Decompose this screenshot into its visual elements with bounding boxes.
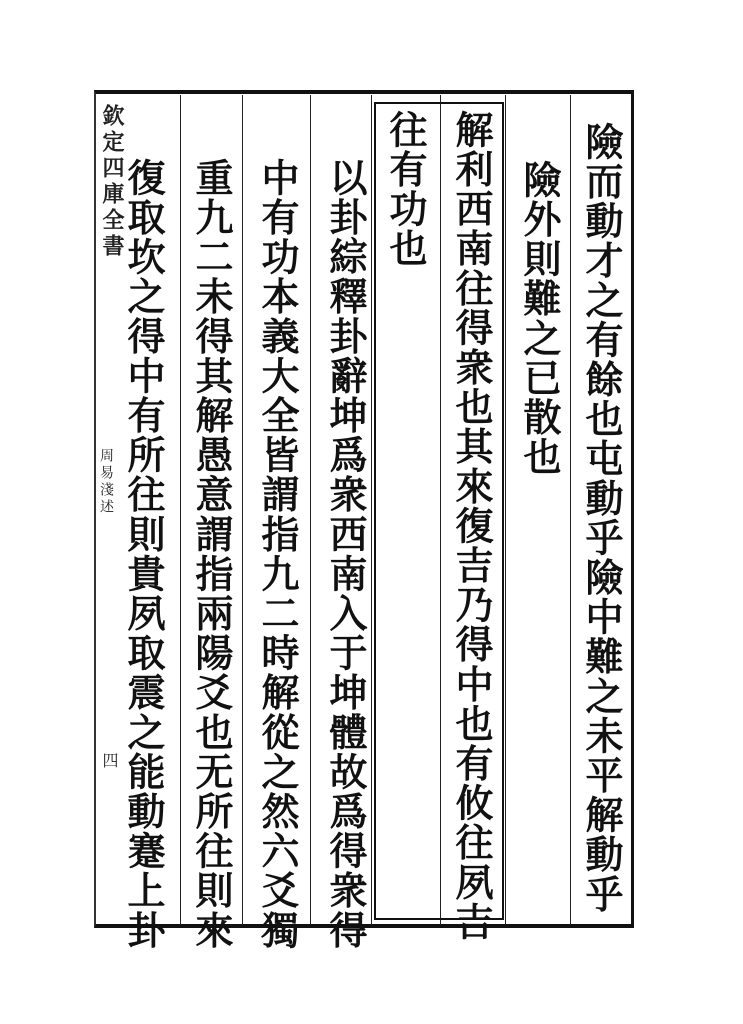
- text-column-1: 險而動才之有餘也屯動乎險中難之未平解動乎: [579, 122, 624, 914]
- book-title: 周易淺述: [98, 448, 114, 516]
- text-column-8: 復取坎之得中有所往則貴夙取震之能動蹇上卦: [121, 158, 166, 950]
- column-rule: [505, 95, 506, 925]
- text-column-6: 中有功本義大全皆謂指九二時解從之然六爻獨: [255, 158, 300, 950]
- page-number: 四: [100, 752, 119, 768]
- book-label: 欽定四庫全書: [99, 104, 124, 260]
- column-rule: [180, 95, 181, 925]
- text-column-4: 往有功也: [383, 110, 428, 269]
- text-column-3: 解利西南往得衆也其來復吉乃得中也有攸往夙吉: [449, 110, 494, 942]
- column-rule: [371, 95, 372, 925]
- column-rule: [242, 95, 243, 925]
- text-column-5: 以卦綜釋卦辭坤爲衆西南入于坤體故爲得衆得: [323, 158, 368, 950]
- text-column-2: 險外則難之已散也: [517, 160, 562, 477]
- column-rule: [570, 95, 571, 925]
- column-rule: [310, 95, 311, 925]
- text-column-7: 重九二未得其解愚意謂指兩陽爻也无所往則來: [189, 158, 234, 950]
